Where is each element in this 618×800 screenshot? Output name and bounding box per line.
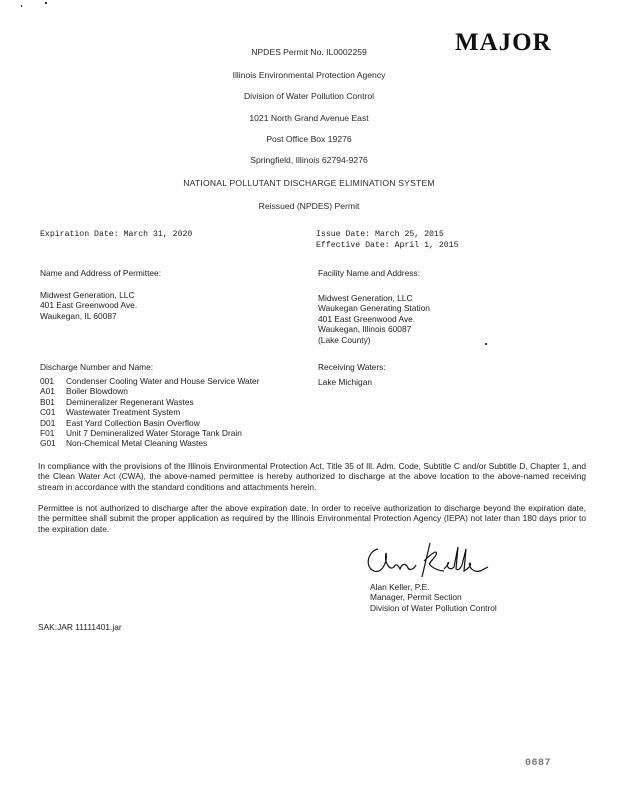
discharge-code: F01 <box>40 428 55 439</box>
program-title: NATIONAL POLLUTANT DISCHARGE ELIMINATION SYSTEM <box>183 178 435 188</box>
scan-speck <box>21 5 22 7</box>
compliance-paragraph: In compliance with the provisions of the Illinois Environmental Protection Act, Title 35 of Ill. Adm. Code, Subtitle C and/or Subtitle D, Chapter 1, and the Clean Water Act (CWA), the above-named permittee is hereby authorized to discharge at the above location to the above-named receiving stream in accordance with the standard conditions and attachments herein. <box>38 461 586 492</box>
signature-block <box>370 582 497 613</box>
discharge-name: Wastewater Treatment System <box>66 407 181 418</box>
expiration-date: Expiration Date: March 31, 2020 <box>40 230 193 239</box>
facility-line: (Lake County) <box>318 334 371 345</box>
effective-date: Effective Date: April 1, 2015 <box>316 241 459 250</box>
scan-speck <box>45 2 47 4</box>
page-number: 0687 <box>525 758 552 769</box>
discharge-item <box>40 418 260 428</box>
discharge-item <box>40 428 260 438</box>
file-reference: SAK:JAR 11111401.jar <box>38 622 122 632</box>
permittee-line: Waukegan, IL 60087 <box>40 310 117 321</box>
signer-name: Alan Keller, P.E. <box>370 582 430 592</box>
discharge-item <box>40 376 260 386</box>
discharge-name: Unit 7 Demineralized Water Storage Tank Drain <box>66 428 242 439</box>
permit-number: NPDES Permit No. IL0002259 <box>251 47 367 57</box>
facility-address <box>318 293 430 345</box>
permit-type: Reissued (NPDES) Permit <box>258 201 360 211</box>
discharge-code: B01 <box>40 396 55 407</box>
discharge-list <box>40 376 260 449</box>
signer-division: Division of Water Pollution Control <box>370 602 497 613</box>
discharge-code: D01 <box>40 417 56 428</box>
po-box: Post Office Box 19276 <box>266 134 352 144</box>
permittee-line: Midwest Generation, LLC <box>40 290 135 300</box>
discharge-item <box>40 386 260 396</box>
discharge-name: Condenser Cooling Water and House Service Water <box>66 376 260 386</box>
discharge-name: East Yard Collection Basin Overflow <box>66 417 200 428</box>
major-stamp: MAJOR <box>455 29 552 56</box>
discharge-code: G01 <box>40 438 56 449</box>
discharge-heading: Discharge Number and Name: <box>40 362 154 372</box>
scan-speck <box>485 343 487 345</box>
city-state-zip: Springfield, Illinois 62794-9276 <box>250 155 368 165</box>
discharge-item <box>40 397 260 407</box>
discharge-item <box>40 438 260 448</box>
facility-heading: Facility Name and Address: <box>318 268 420 278</box>
discharge-code: C01 <box>40 407 56 418</box>
facility-line: Waukegan Generating Station <box>318 303 430 314</box>
facility-line: Waukegan, Illinois 60087 <box>318 324 412 335</box>
receiving-heading: Receiving Waters: <box>318 362 386 372</box>
agency-name: Illinois Environmental Protection Agency <box>232 70 386 80</box>
facility-line: 401 East Greenwood Ave. <box>318 313 416 324</box>
permittee-address <box>40 290 137 321</box>
division-name: Division of Water Pollution Control <box>243 91 375 101</box>
discharge-code: 001 <box>40 376 54 386</box>
facility-line: Midwest Generation, LLC <box>318 293 413 303</box>
street-address: 1021 North Grand Avenue East <box>249 113 369 123</box>
discharge-code: A01 <box>40 386 55 397</box>
issue-date: Issue Date: March 25, 2015 <box>316 230 444 239</box>
discharge-name: Non-Chemical Metal Cleaning Wastes <box>66 438 208 449</box>
signer-title: Manager, Permit Section <box>370 592 462 603</box>
permittee-heading: Name and Address of Permittee: <box>40 268 162 278</box>
discharge-name: Demineralizer Regenerant Wastes <box>66 396 194 407</box>
permittee-line: 401 East Greenwood Ave. <box>40 300 138 311</box>
discharge-item <box>40 407 260 417</box>
handwritten-signature <box>360 541 490 583</box>
receiving-value: Lake Michigan <box>318 377 373 387</box>
expiration-paragraph: Permittee is not authorized to discharge after the above expiration date. In order to receive authorization to discharge beyond the expiration date, the permittee shall submit the proper application as required by the Illinois Environmental Protection Agency (IEPA) not later than 180 days prior to the expiration date. <box>38 503 586 534</box>
discharge-name: Boiler Blowdown <box>66 386 128 397</box>
